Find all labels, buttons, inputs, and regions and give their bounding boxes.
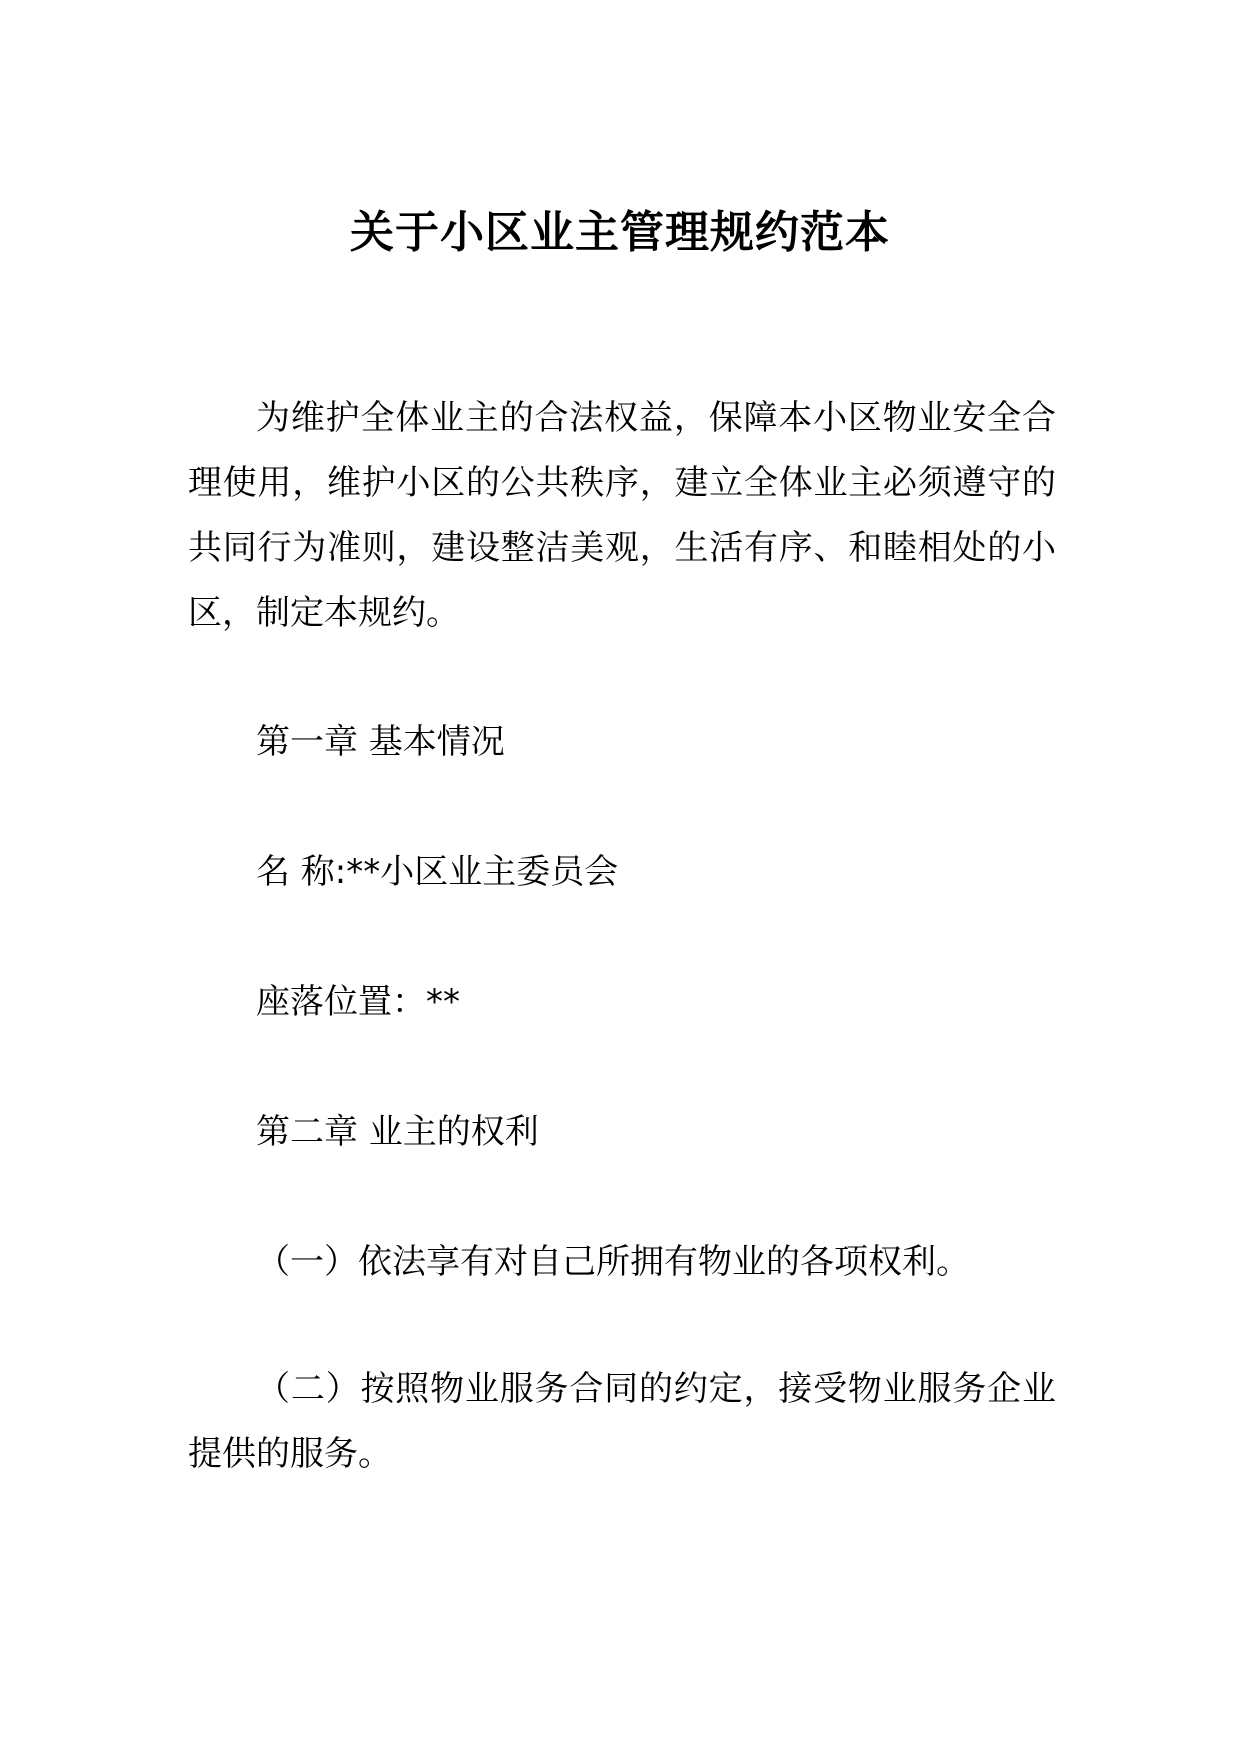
right-item-1: （一）依法享有对自己所拥有物业的各项权利。 (256, 1242, 970, 1282)
intro-paragraph: 为维护全体业主的合法权益，保障本小区物业安全合理使用，维护小区的公共秩序，建立全体业主必须遵守的共同行为准则，建设整洁美观，生活有序、和睦相处的小区，制定本规约。 (188, 398, 1056, 633)
chapter-1-heading: 第一章 基本情况 (256, 722, 505, 762)
name-line: 名 称:**小区业主委员会 (256, 852, 619, 892)
chapter-2-heading: 第二章 业主的权利 (256, 1112, 539, 1152)
document-title: 关于小区业主管理规约范本 (350, 207, 890, 258)
right-item-2: （二）按照物业服务合同的约定，接受物业服务企业提供的服务。 (188, 1369, 1056, 1474)
location-line: 座落位置：** (256, 982, 460, 1022)
